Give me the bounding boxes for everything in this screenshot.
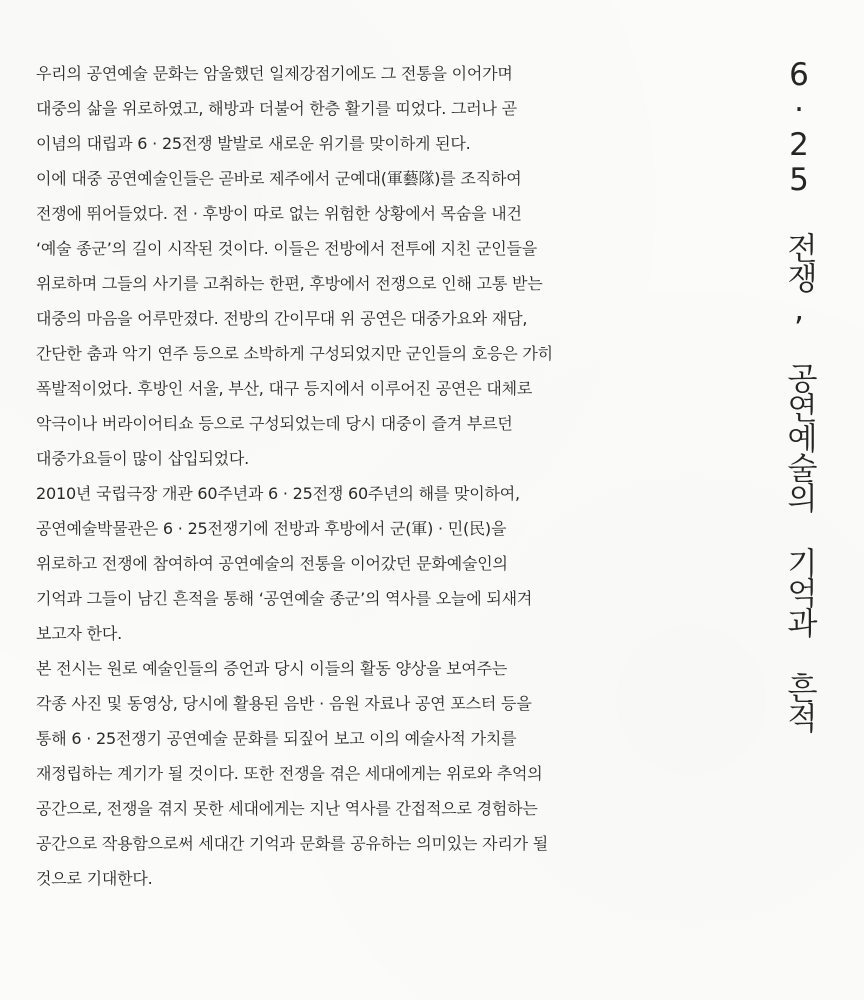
body-line: 보고자 한다. — [36, 624, 123, 643]
body-line: 이념의 대립과 6 · 25전쟁 발발로 새로운 위기를 맞이하게 된다. — [36, 134, 471, 153]
body-text — [36, 56, 606, 896]
body-line: 대중가요들이 많이 삽입되었다. — [36, 449, 249, 468]
body-line: 본 전시는 원로 예술인들의 증언과 당시 이들의 활동 양상을 보여주는 — [36, 659, 508, 678]
body-line: 대중의 마음을 어루만졌다. 전방의 간이무대 위 공연은 대중가요와 재담, — [36, 309, 528, 328]
body-line: 통해 6 · 25전쟁기 공연예술 문화를 되짚어 보고 이의 예술사적 가치를 — [36, 729, 517, 748]
body-line: 재정립하는 계기가 될 것이다. 또한 전쟁을 겪은 세대에게는 위로와 추억의 — [36, 764, 543, 783]
body-line: 대중의 삶을 위로하였고, 해방과 더불어 한층 활기를 띠었다. 그러나 곧 — [36, 99, 517, 118]
body-line: 위로하며 그들의 사기를 고취하는 한편, 후방에서 전쟁으로 인해 고통 받는 — [36, 274, 543, 293]
body-line: 위로하고 전쟁에 참여하여 공연예술의 전통을 이어갔던 문화예술인의 — [36, 554, 508, 573]
body-line: 간단한 춤과 악기 연주 등으로 소박하게 구성되었지만 군인들의 호응은 가히 — [36, 344, 553, 363]
body-line: 우리의 공연예술 문화는 암울했던 일제강점기에도 그 전통을 이어가며 — [36, 64, 513, 83]
body-line: 폭발적이었다. 후방인 서울, 부산, 대구 등지에서 이루어진 공연은 대체로 — [36, 379, 533, 398]
body-line: ‘예술 종군’의 길이 시작된 것이다. 이들은 전방에서 전투에 지친 군인들을 — [36, 239, 538, 258]
body-line: 것으로 기대한다. — [36, 869, 153, 888]
body-line: 공연예술박물관은 6 · 25전쟁기에 전방과 후방에서 군(軍) · 민(民)을 — [36, 519, 507, 538]
body-line: 전쟁에 뛰어들었다. 전 · 후방이 따로 없는 위험한 상황에서 목숨을 내건 — [36, 204, 522, 223]
body-line: 각종 사진 및 동영상, 당시에 활용된 음반 · 음원 자료나 공연 포스터 등을 — [36, 694, 532, 713]
body-line: 2010년 국립극장 개관 60주년과 6 · 25전쟁 60주년의 해를 맞이하여, — [36, 484, 520, 503]
body-line: 공간으로 작용함으로써 세대간 기억과 문화를 공유하는 의미있는 자리가 될 — [36, 834, 549, 853]
body-line: 이에 대중 공연예술인들은 곧바로 제주에서 군예대(軍藝隊)를 조직하여 — [36, 169, 522, 188]
body-line: 악극이나 버라이어티쇼 등으로 구성되었는데 당시 대중이 즐겨 부르던 — [36, 414, 513, 433]
body-line: 기억과 그들이 남긴 흔적을 통해 ‘공연예술 종군’의 역사를 오늘에 되새겨 — [36, 589, 533, 608]
vertical-title: 6·25 전쟁, 공연예술의 기억과 흔적 — [781, 57, 817, 732]
body-line: 공간으로, 전쟁을 겪지 못한 세대에게는 지난 역사를 간접적으로 경험하는 — [36, 799, 538, 818]
